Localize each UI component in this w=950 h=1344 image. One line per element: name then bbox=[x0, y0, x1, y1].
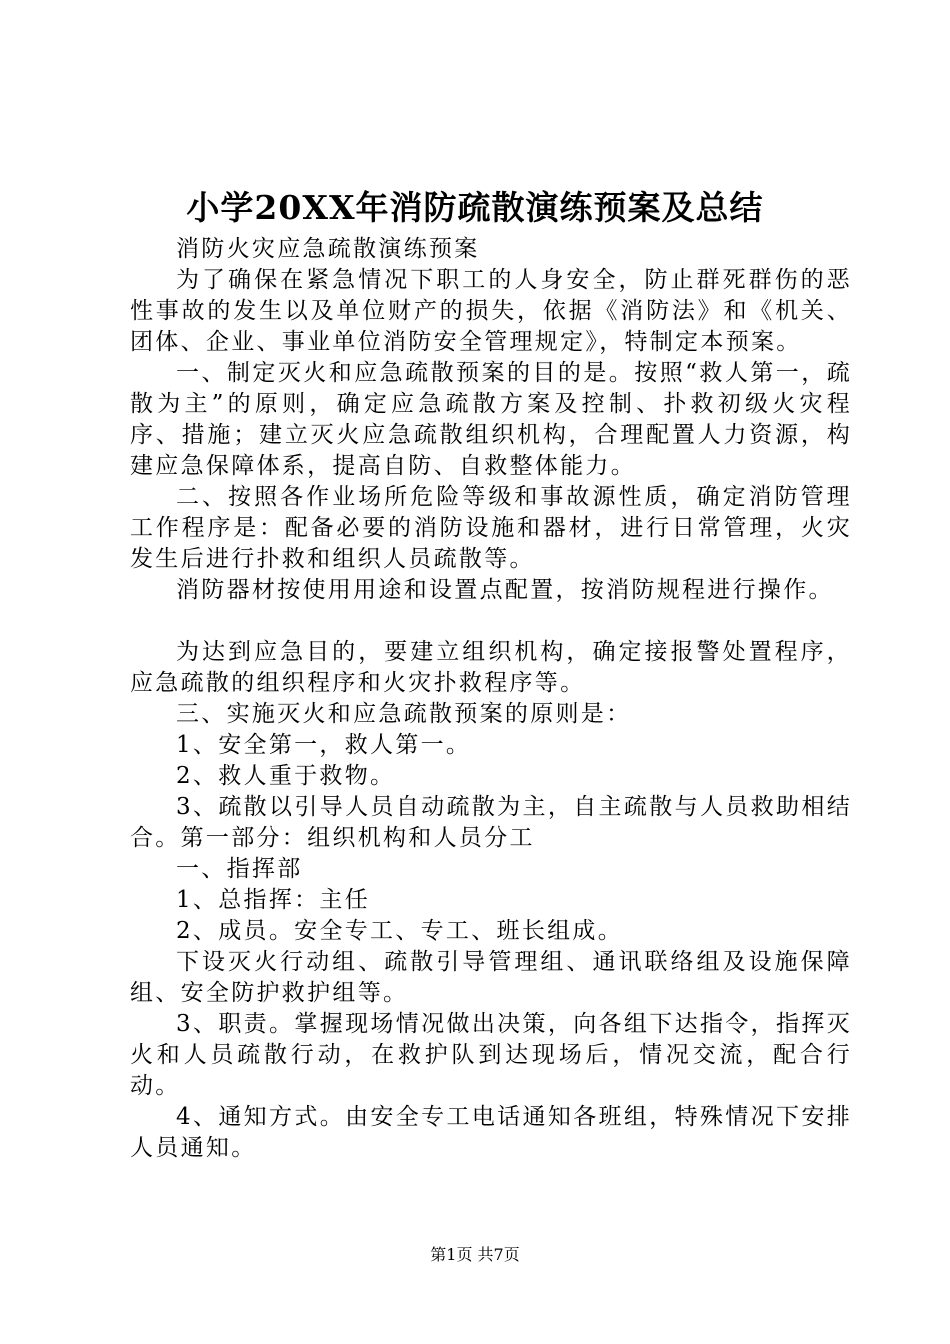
page-number-footer: 第1页 共7页 bbox=[430, 1245, 520, 1264]
list-item: 2、成员。安全专工、专工、班长组成。 bbox=[176, 918, 624, 944]
list-item: 3、职责。掌握现场情况做出决策，向各组下达指令，指挥灭火和人员疏散行动，在救护队到达现场后，情况交流，配合行动。 bbox=[130, 1011, 852, 1099]
list-item: 2、救人重于救物。 bbox=[176, 763, 396, 789]
list-item: 1、总指挥：主任 bbox=[176, 887, 371, 913]
section-heading: 一、指挥部 bbox=[176, 856, 303, 882]
paragraph: 为了确保在紧急情况下职工的人身安全，防止群死群伤的恶性事故的发生以及单位财产的损失，依据《消防法》和《机关、团体、企业、事业单位消防安全管理规定》，特制定本预案。 bbox=[130, 267, 852, 355]
document-body bbox=[130, 234, 852, 1164]
paragraph: 下设灭火行动组、疏散引导管理组、通讯联络组及设施保障组、安全防护救护组等。 bbox=[130, 949, 852, 1006]
paragraph: 一、制定灭火和应急疏散预案的目的是。按照“救人第一，疏散为主”的原则，确定应急疏散方案及控制、扑救初级火灾程序、措施；建立灭火应急疏散组织机构，合理配置人力资源，构建应急保障体系，提高自防、自救整体能力。 bbox=[130, 360, 852, 479]
paragraph: 三、实施灭火和应急疏散预案的原则是： bbox=[176, 701, 632, 727]
paragraph: 消防器材按使用用途和设置点配置，按消防规程进行操作。 bbox=[176, 577, 834, 603]
list-item: 4、通知方式。由安全专工电话通知各班组，特殊情况下安排人员通知。 bbox=[130, 1104, 852, 1161]
paragraph: 为达到应急目的，要建立组织机构，确定接报警处置程序，应急疏散的组织程序和火灾扑救程序等。 bbox=[130, 639, 852, 696]
paragraph-heading: 消防火灾应急疏散演练预案 bbox=[176, 236, 480, 262]
list-item: 3、疏散以引导人员自动疏散为主，自主疏散与人员救助相结合。第一部分：组织机构和人员分工 bbox=[130, 794, 852, 851]
document-title: 小学20XX年消防疏散演练预案及总结 bbox=[186, 188, 764, 227]
list-item: 1、安全第一，救人第一。 bbox=[176, 732, 472, 758]
paragraph: 二、按照各作业场所危险等级和事故源性质，确定消防管理工作程序是：配备必要的消防设施和器材，进行日常管理，火灾发生后进行扑救和组织人员疏散等。 bbox=[130, 484, 852, 572]
